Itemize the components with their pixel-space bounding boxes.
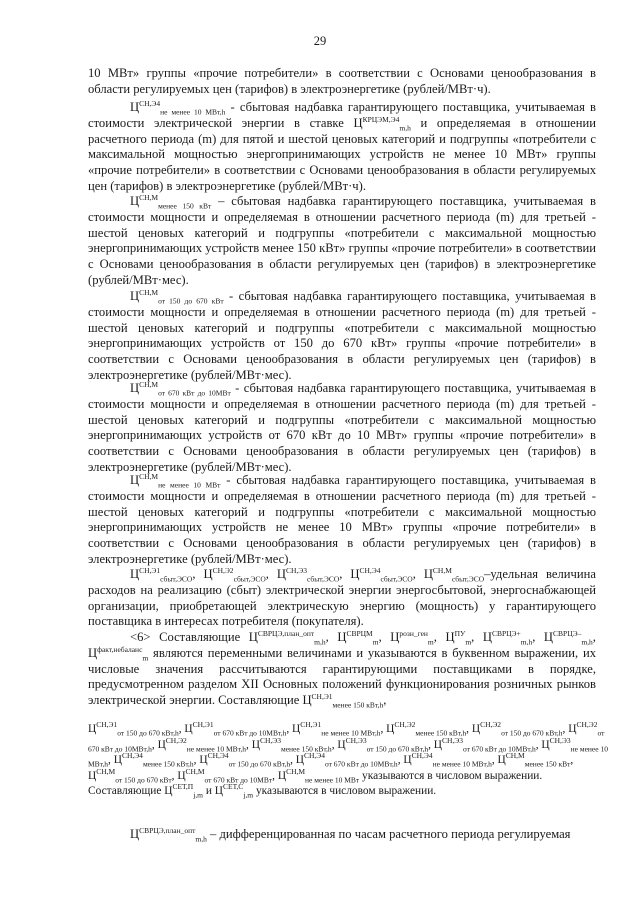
paragraph-3: $Ц^{СН,М}_{менее 150 кВт}$ – сбытовая надбавка гарантирующего поставщика, учитываемая в стоимости мощности и определяемая в отношении расчетного периода (m) для третьей - шестой ценовых категорий и подгруппы «потребители с максимальной мощностью энергопринимающих устройств менее 150 кВт» группы «прочие потребители» в соответствии с Основами ценообразования в области регулируемых цен (тарифов) в электроэнергетике (рублей/МВт·мес). [88,192,596,287]
paragraph-8-footnote-6: <6> Составляющие $Ц^{СВРЦЭ,план\_опт}_{m,h}$, $Ц^{СВРЦМ}_m$, $Ц^{розн\_ген}_m$, $Ц^{ПУ}_m$, $Ц^{СВРЦЭ+}_{m,h}$, $Ц^{СВРЦЭ-}_{m,h}$, $Ц^{факт,небаланс}_m$ являются переменными величинами и указываются в буквенном выражении, их числовые значения рассчитываются гарантирующими поставщиками в порядке, предусмотренном разделом XII Основных положений функционирования розничных рынков электрической энергии. Составляющие $Ц^{СН,Э1}_{менее 150 кВт,h}$, [88,628,596,710]
paragraph-1: 10 МВт» группы «прочие потребители» в соответствии с Основами ценообразования в области регулируемых цен (тарифов) в электроэнергетике (рублей/МВт·ч). [88,66,596,96]
paragraph-10: $Ц^{СВРЦЭ,план\_опт}_{m,h}$ – дифференцированная по часам расчетного периода регулируемая [130,825,571,844]
paragraph-9-components-list: $Ц^{СН,Э1}_{от 150 до 670 кВт,h}$, $Ц^{СН,Э1}_{от 670 кВт до 10МВт,h}$, $Ц^{СН,Э1}_{не менее 10 МВт,h}$, $Ц^{СН,Э2}_{менее 150 кВт,h}$, $Ц^{СН,Э2}_{от 150 до 670 кВт,h}$, $Ц^{СН,Э2}_{от 670 кВт до 10МВт,h}$, $Ц^{СН,Э2}_{не менее 10 МВт,h}$, $Ц^{СН,Э3}_{менее 150 кВт,h}$, $Ц^{СН,Э3}_{от 150 до 670 кВт,h}$, $Ц^{СН,Э3}_{от 670 кВт до 10МВт,h}$, $Ц^{СН,Э3}_{не менее 10 МВт,h}$, $Ц^{СН,Э4}_{менее 150 кВт,h}$, $Ц^{СН,Э4}_{от 150 до 670 кВт,h}$, $Ц^{СН,Э4}_{от 670 кВт до 10МВт,h}$, $Ц^{СН,Э4}_{не менее 10 МВт,h}$, $Ц^{СН,М}_{менее 150 кВт}$, $Ц^{СН,М}_{от 150 до 670 кВт}$, $Ц^{СН,М}_{от 670 кВт до 10МВт}$, $Ц^{СН,М}_{не менее 10 МВт}$ указываются в числовом выражении. Составляющие $Ц^{СЕТ,П}_{j,m}$ и $Ц^{СЕТ,С}_{j,m}$ указываются в числовом выражении. [88,720,608,800]
paragraph-2: $Ц^{СН,Э4}_{не менее 10 МВт,h}$ - сбытовая надбавка гарантирующего поставщика, учитываемая в стоимости электрической энергии в ставке $Ц^{КРЦЭМ,Э4}_{m,h}$ и определяемая в отношении расчетного периода (m) для пятой и шестой ценовых категорий и подгруппы «потребители с максимальной мощностью энергопринимающих устройств не менее 10 МВт» группы «прочие потребители» в соответствии с Основами ценообразования в области регулируемых цен (тарифов) в электроэнергетике (рублей/МВт·ч). [88,98,596,193]
paragraph-6: $Ц^{СН,М}_{не менее 10 МВт}$ - сбытовая надбавка гарантирующего поставщика, учитываемая в стоимости мощности и определяемая в отношении расчетного периода (m) для третьей - шестой ценовых категорий и подгруппы «потребители с максимальной мощностью энергопринимающих устройств не менее 10 МВт» группы «прочие потребители» в соответствии с Основами ценообразования в области регулируемых цен (тарифов) в электроэнергетике (рублей/МВт·мес). [88,471,596,566]
page-number: 29 [313,34,327,48]
paragraph-5: $Ц^{СН,М}_{от 670 кВт до 10МВт}$ - сбытовая надбавка гарантирующего поставщика, учитываемая в стоимости мощности и определяемая в отношении расчетного периода (m) для третьей - шестой ценовых категорий и подгруппы «потребители с максимальной мощностью энергопринимающих устройств от 670 кВт до 10 МВт» группы «прочие потребители» в соответствии с Основами ценообразования в области регулируемых цен (тарифов) в электроэнергетике (рублей/МВт·мес). [88,379,596,474]
paragraph-4: $Ц^{СН,М}_{от 150 до 670 кВт}$ - сбытовая надбавка гарантирующего поставщика, учитываемая в стоимости мощности и определяемая в отношении расчетного периода (m) для третьей - шестой ценовых категорий и подгруппы «потребители с максимальной мощностью энергопринимающих устройств от 150 до 670 кВт» группы «прочие потребители» в соответствии с Основами ценообразования в области регулируемых цен (тарифов) в электроэнергетике (рублей/МВт·мес). [88,287,596,382]
paragraph-7: $Ц^{СН,Э1}_{сбыт,ЭСО}$, $Ц^{СН,Э2}_{сбыт,ЭСО}$, $Ц^{СН,Э3}_{сбыт,ЭСО}$, $Ц^{СН,Э4}_{сбыт,ЭСО}$, $Ц^{СН,М}_{сбыт,ЭСО}$–удельная величина расходов на реализацию (сбыт) электрической энергии энергосбытовой, энергоснабжающей организации, приобретающей электрическую энергию (мощность) у гарантирующего поставщика в интересах потребителя (покупателя). [88,565,596,629]
